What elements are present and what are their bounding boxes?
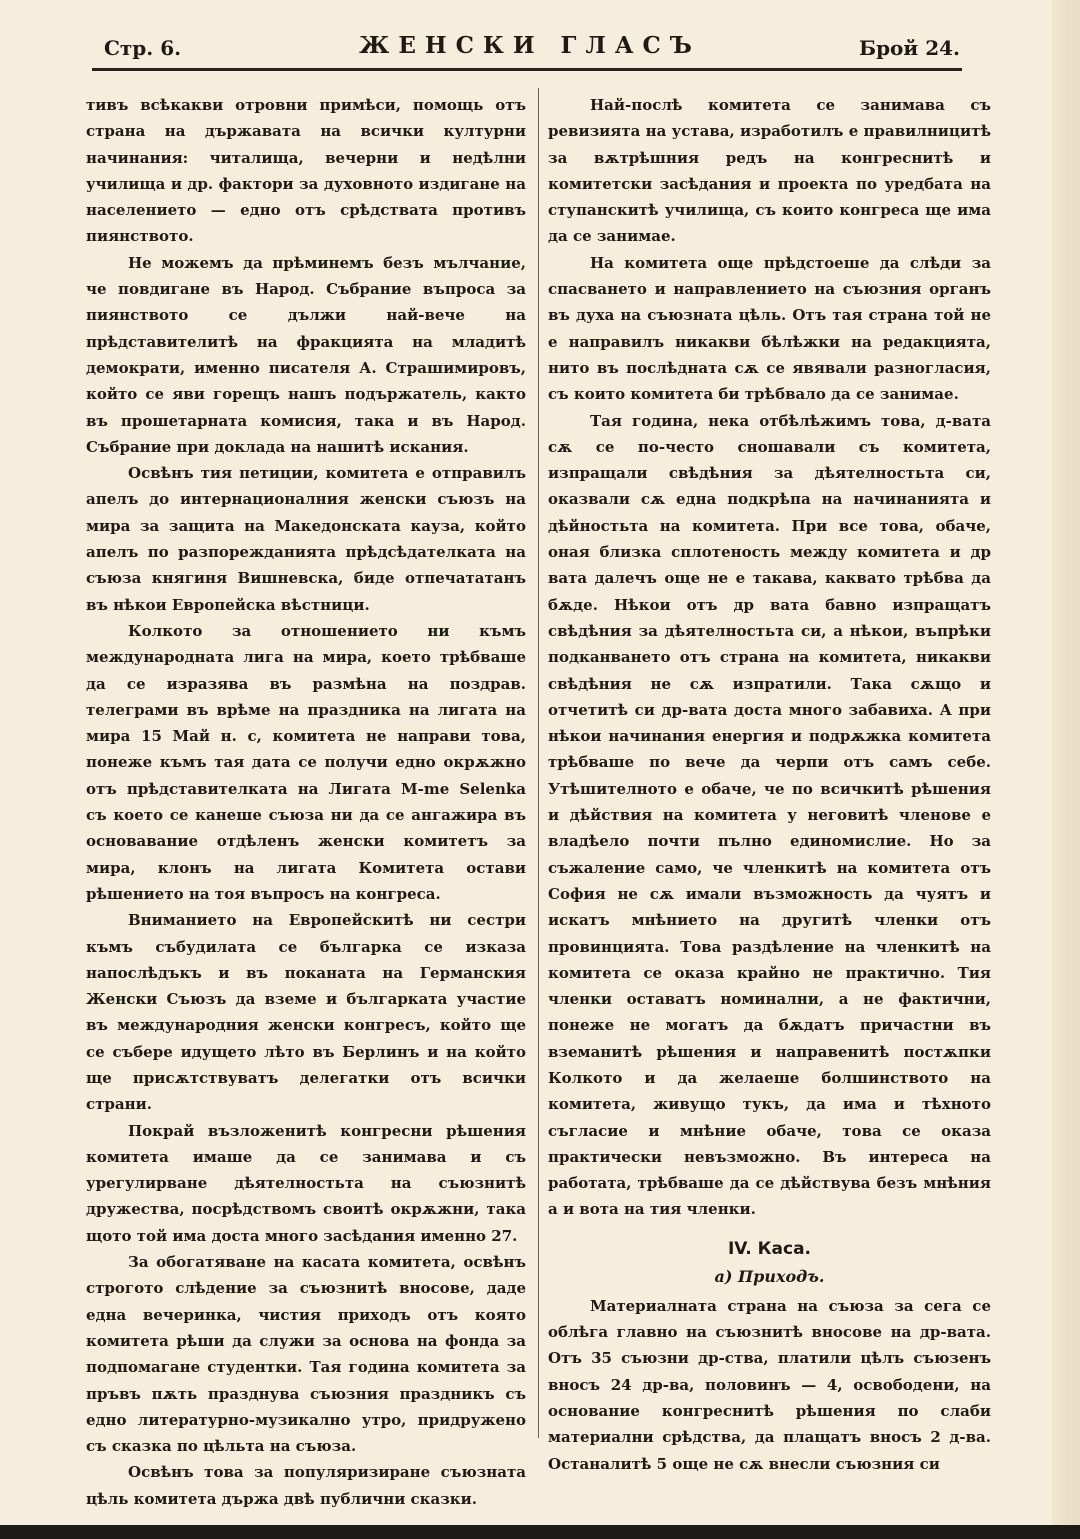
paragraph: Колкото за отношението ни къмъ международната лига на мира, което трѣбваше да се изразява въ размѣна на поздрав. телеграми въ врѣме на праздника на лигата на мира 15 Май н. с, комитета не направи това, понеже къмъ тая дата се получи едно окрѫжно отъ прѣдставителката на Лигата M-me Selenka съ което се канеше съюза ни да се ангажира въ основавание отдѣленъ женски комитетъ за мира, клонъ на лигата Комитета остави рѣшението на тоя въпросъ на конгреса.: [86, 621, 526, 903]
paragraph: На комитета още прѣдстоеше да слѣди за спасването и направлението на съюзния органъ въ духа на съюзната цѣль. Отъ тая страна той не е направилъ никакви бѣлѣжки на редакцията, нито въ послѣдната сѫ се явявали разногласия, съ които комитета би трѣбвало да се занимае.: [548, 253, 991, 404]
page-number: Стр. 6.: [104, 36, 182, 60]
paragraph: Вниманието на Европейскитѣ ни сестри къмъ събудилата се българка се изказа напослѣдъкъ и въ поканата на Германския Женски Съюзъ да вземе и българката участие въ международния женски конгресъ, който ще се събере идущето лѣто въ Берлинъ и на който ще присѫтствуватъ делегатки отъ всички страни.: [86, 911, 526, 1114]
page-edge-shadow: [1052, 0, 1080, 1539]
section-heading: IV. Каса.: [727, 1238, 812, 1259]
issue-number: Брой 24.: [858, 36, 960, 60]
page-header: [100, 32, 960, 62]
paragraph: Най-послѣ комитета се занимава съ ревизията на устава, изработилъ е правилницитѣ за вѫтрѣшния редъ на конгреснитѣ и комитетски засѣдания и проекта по уредбата на ступанскитѣ училища, съ които конгреса ще има да се занимае.: [548, 96, 991, 246]
column-divider: [538, 88, 539, 1438]
paragraph: Освѣнъ това за популяризиране съюзната цѣль комитета държа двѣ публични сказки.: [86, 1463, 526, 1508]
right-column: [548, 92, 991, 1477]
paragraph: тивъ всѣкакви отровни примѣси, помощь отъ страна на държавата на всички културни начинания: читалища, вечерни и недѣлни училища и др. фактори за духовното издигане на населението — едно отъ срѣдствата противъ пиянството.: [86, 96, 526, 246]
paragraph: Освѣнъ тия петиции, комитета е отправилъ апелъ до интернационалния женски съюзъ на мира за защита на Македонската кауза, който апелъ по разпорежданията прѣдсѣдателката на съюза княгиня Вишневска, биде отпечататанъ въ нѣкои Европейска вѣстници.: [86, 464, 526, 614]
paragraph: Покрай възложенитѣ конгресни рѣшения комитета имаше да се занимава и съ урегулирване дѣятелностьта на съюзнитѣ дружества, посрѣдствомъ своитѣ окрѫжни, така щото той има доста много засѣдания именно 27.: [86, 1121, 526, 1245]
paragraph: За обогатяване на касата комитета, освѣнъ строгото слѣдение за съюзнитѣ вносове, даде една вечеринка, чистия приходъ отъ която комитета рѣши да служи за основа на фонда за подпомагане студентки. Тая година комитета за пръвъ пѫть празднува съюзния праздникъ съ едно литературно-музикално утро, придружено съ сказка по цѣльта на съюза.: [86, 1253, 526, 1456]
newspaper-title: ЖЕНСКИ ГЛАСЪ: [359, 32, 701, 59]
paragraph: Не можемъ да прѣминемъ безъ мълчание, че повдигане въ Народ. Събрание въпроса за пиянството се дължи най-вече на прѣдставителитѣ на фракцията на младитѣ демократи, именно писателя А. Страшимировъ, който се яви горещъ нашъ подържатель, както въ прошетарната комисия, така и въ Народ. Събрание при доклада на нашитѣ искания.: [86, 253, 526, 456]
scan-bottom-edge: [0, 1525, 1080, 1539]
section-subheading: а) Приходъ.: [714, 1266, 825, 1286]
paragraph: Тая година, нека отбѣлѣжимъ това, д-вата сѫ се по-често сношавали съ комитета, изпращали свѣдѣния за дѣятелностьта си, оказвали сѫ една подкрѣпа на начинанията и дѣйностьта на комитета. При все това, обаче, оная близка сплотеность между комитета и др вата далечъ още не е такава, каквато трѣбва да бѫде. Нѣкои отъ др вата бавно изпращатъ свѣдѣния за дѣятелностьта си, а нѣкои, въпрѣки подканването отъ страна на комитета, никакви свѣдѣния не сѫ изпратили. Така сѫщо и отчетитѣ си др-вата доста много забавиха. А при нѣкои начинания енергия и подрѫжка комитета трѣбваше по вече да черпи отъ самъ себе. Утѣшителното е обаче, че по всичкитѣ рѣшения и дѣйствия на комитета у неговитѣ членове е владѣело почти пълно единомислие. Но за съжаление само, че членкитѣ на комитета отъ София не сѫ имали възможность да чуятъ и искатъ мнѣнието на другитѣ членки отъ провинцията. Това раздѣление на членкитѣ на комитета се оказа крайно не практично. Тия членки оставатъ номинални, а не фактични, понеже не могатъ да бѫдатъ причастни въ вземанитѣ рѣшения и направенитѣ постѫпки Колкото и да желаеше болшинството на комитета, живущо тукъ, да има и тѣхното съгласие и мнѣние обаче, това се оказа практически невъзможно. Въ интереса на работата, трѣбваше да се дѣйствува безъ мнѣния а и вота на тия членки.: [548, 411, 991, 1219]
left-column: [86, 92, 526, 1512]
header-rule: [92, 68, 962, 71]
paragraph: Материалната страна на съюза за сега се облѣга главно на съюзнитѣ вносове на др-вата. Отъ 35 съюзни др-ства, платили цѣлъ съюзенъ вносъ 24 др-ва, половинъ — 4, освободени, на основание конгреснитѣ рѣшения по слаби материални срѣдства, да плащатъ вносъ 2 д-ва. Останалитѣ 5 още не сѫ внесли съюзния си: [548, 1296, 991, 1473]
